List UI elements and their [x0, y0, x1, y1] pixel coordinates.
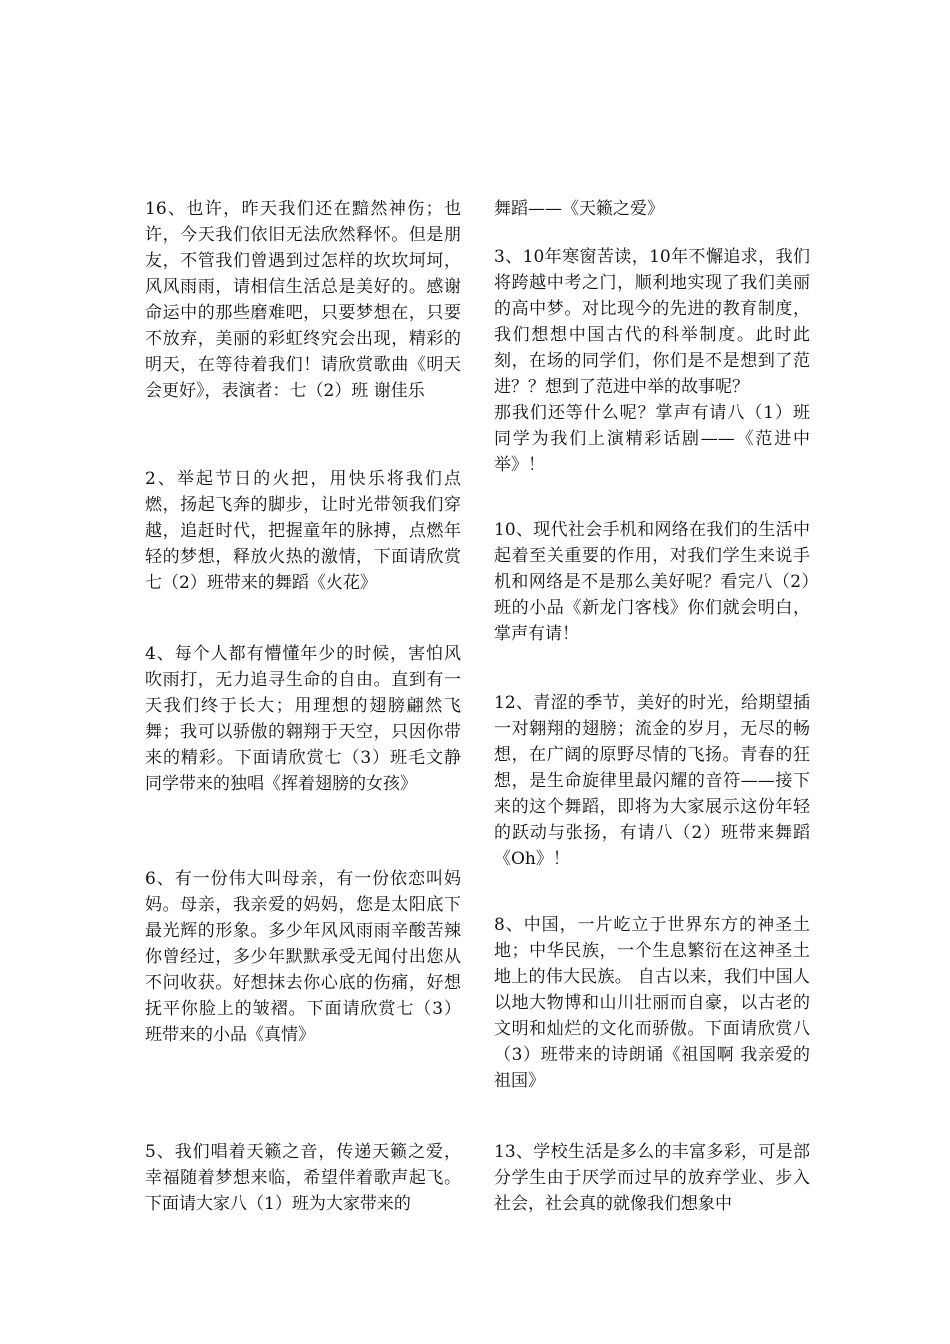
paragraph-8: 8、中国，一片屹立于世界东方的神圣土地；中华民族，一个生息繁衍在这神圣土地上的伟大民族。 自古以来，我们中国人以地大物博和山川壮丽而自豪，以古老的文明和灿烂的文化而骄傲。下面请欣赏八（3）班带来的诗朗诵《祖国啊 我亲爱的祖国》	[494, 915, 810, 1091]
paragraph-5-continued: 舞蹈——《天籁之爱》	[494, 199, 664, 219]
paragraph-5: 5、我们唱着天籁之音，传递天籁之爱，幸福随着梦想来临，希望伴着歌声起飞。下面请大家八（1）班为大家带来的	[145, 1142, 461, 1214]
paragraph-2: 2、举起节日的火把，用快乐将我们点燃，扬起飞奔的脚步，让时光带领我们穿越，追赶时代，把握童年的脉搏，点燃年轻的梦想，释放火热的激情，下面请欣赏七（2）班带来的舞蹈《火花》	[145, 469, 461, 593]
paragraph-6: 6、有一份伟大叫母亲，有一份依恋叫妈妈。母亲，我亲爱的妈妈，您是太阳底下最光辉的形象。多少年风风雨雨辛酸苦辣你曾经过，多少年默默承受无闻付出您从不问收获。好想抹去你心底的伤痛，好想抚平你脸上的皱褶。下面请欣赏七（3）班带来的小品《真情》	[145, 869, 461, 1045]
paragraph-4: 4、每个人都有懵懂年少的时候，害怕风吹雨打，无力追寻生命的自由。直到有一天我们终于长大；用理想的翅膀翩然飞舞；我可以骄傲的翱翔于天空，只因你带来的精彩。下面请欣赏七（3）班毛文静同学带来的独唱《挥着翅膀的女孩》	[145, 644, 461, 794]
paragraph-13: 13、学校生活是多么的丰富多彩，可是部分学生由于厌学而过早的放弃学业、步入社会，社会真的就像我们想象中	[494, 1142, 810, 1214]
paragraph-16: 16、也许，昨天我们还在黯然神伤；也许，今天我们依旧无法欣然释怀。但是朋友，不管我们曾遇到过怎样的坎坎坷坷，风风雨雨，请相信生活总是美好的。感谢命运中的那些磨难吧，只要梦想在，只要不放弃，美丽的彩虹终究会出现，精彩的明天，在等待着我们！请欣赏歌曲《明天会更好》，表演者：七（2）班 谢佳乐	[145, 199, 461, 401]
paragraph-12: 12、青涩的季节，美好的时光，给期望插一对翱翔的翅膀；流金的岁月，无尽的畅想，在广阔的原野尽情的飞扬。青春的狂想，是生命旋律里最闪耀的音符——接下来的这个舞蹈，即将为大家展示这份年轻的跃动与张扬，有请八（2）班带来舞蹈《Oh》！	[494, 693, 810, 869]
paragraph-10: 10、现代社会手机和网络在我们的生活中起着至关重要的作用，对我们学生来说手机和网络是不是那么美好呢？看完八（2）班的小品《新龙门客栈》你们就会明白，掌声有请！	[494, 520, 810, 644]
paragraph-3: 3、10年寒窗苦读，10年不懈追求，我们将跨越中考之门，顺利地实现了我们美丽的高中梦。对比现今的先进的教育制度，我们想想中国古代的科举制度。此时此刻，在场的同学们，你们是不是想到了范进？？想到了范进中举的故事呢？ 那我们还等什么呢？掌声有请八（1）班同学为我们上演精彩话剧——《范进中举》！	[494, 247, 810, 475]
